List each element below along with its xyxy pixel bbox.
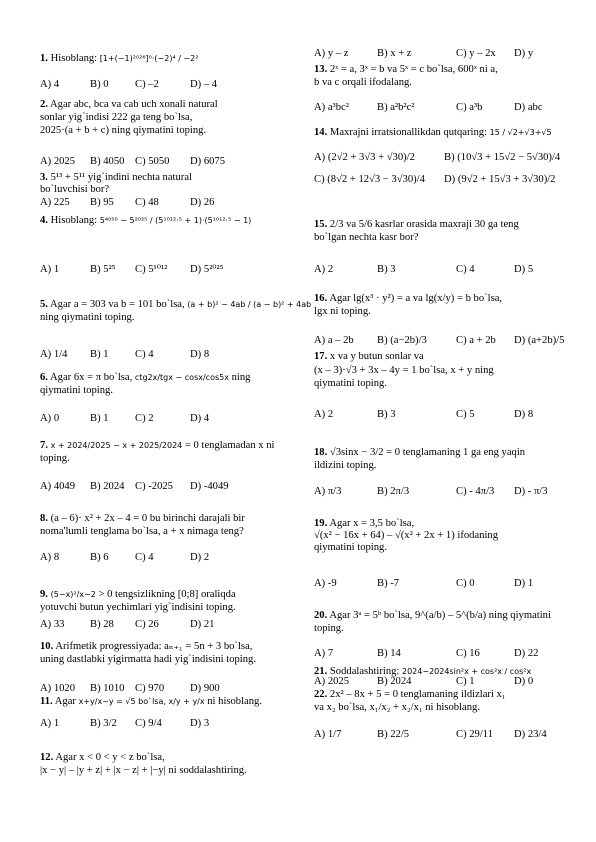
problem-text: = 0 tenglamadan x ni: [182, 440, 275, 451]
answer-option[interactable]: D) 2: [190, 552, 210, 563]
problem-number: 11.: [40, 696, 53, 707]
answer-option[interactable]: A) 2025: [40, 156, 76, 167]
problem-line: [40, 653, 256, 666]
answer-option[interactable]: D) abc: [514, 102, 543, 113]
problem-line: [314, 126, 552, 139]
problem-line: [40, 588, 236, 601]
formula: x + 2024/2025 − x + 2025/2024: [50, 441, 183, 450]
problem-number: 3.: [40, 172, 48, 183]
answer-option[interactable]: D) 23/4: [514, 729, 547, 740]
answer-option[interactable]: B) 4050: [90, 156, 125, 167]
answer-option[interactable]: C) 5¹⁰¹²: [135, 264, 168, 275]
answer-option[interactable]: D) 4: [190, 413, 210, 424]
answer-option[interactable]: B) 95: [90, 197, 114, 208]
problem-line: [314, 364, 494, 377]
answer-option[interactable]: D) -4049: [190, 481, 229, 492]
formula: 5⁴⁰⁵⁰ − 5²⁰²⁵ / (5¹⁰¹²·⁵ + 1)·(5¹⁰¹²·⁵ − 1): [99, 216, 252, 225]
problem-text: Maxrajni irratsionallikdan qutqaring:: [329, 127, 490, 138]
problem-text: Arifmetik progressiyada: aₙ₊₁ = 5n + 3 bo`lsa,: [55, 641, 253, 652]
problem-text: toping.: [40, 453, 70, 464]
problem-text: Agar 3ᵃ = 5ᵇ bo`lsa, 9^(a/b) – 5^(b/a) ning qiymatini: [329, 610, 551, 621]
answer-option[interactable]: B) 1: [90, 413, 109, 424]
problem-text: yotuvchi butun yechimlari yig`indisini toping.: [40, 602, 236, 613]
formula: (5−x)²/x−2: [50, 590, 96, 599]
problem-text: lgx ni toping.: [314, 306, 371, 317]
problem-line: [40, 640, 252, 653]
formula: x+y/x−y = √5 bo`lsa, x/y + y/x: [78, 697, 205, 706]
answer-option[interactable]: A) 1/4: [40, 349, 68, 360]
problem-text: sonlar yig`indisi 222 ga teng bo`lsa,: [40, 112, 193, 123]
answer-option[interactable]: C) - 4π/3: [456, 486, 495, 497]
answer-option[interactable]: A) (2√2 + 3√3 + √30)/2: [314, 152, 415, 163]
answer-option[interactable]: C) 4: [135, 552, 154, 563]
answer-option[interactable]: B) 1: [90, 349, 109, 360]
problem-text: ning qiymatini toping.: [40, 312, 135, 323]
problem-line: [40, 525, 244, 538]
answer-option[interactable]: A) 0: [40, 413, 60, 424]
problem-line: [40, 311, 134, 324]
answer-option[interactable]: C) (8√2 + 12√3 − 3√30)/4: [314, 174, 425, 185]
problem-line: [40, 601, 236, 614]
answer-option[interactable]: A) π/3: [314, 486, 342, 497]
answer-option[interactable]: A) 2: [314, 264, 334, 275]
answer-option[interactable]: A) -9: [314, 578, 337, 589]
answer-option[interactable]: C) 5: [456, 409, 475, 420]
problem-line: [314, 446, 525, 459]
problem-text: Agar a = 303 va b = 101 bo`lsa,: [50, 299, 188, 310]
problem-line: [40, 764, 247, 777]
answer-option[interactable]: D) (a+2b)/5: [514, 335, 565, 346]
problem-text: > 0 tengsizlikning [0;8] oraliqda: [95, 589, 236, 600]
answer-option[interactable]: C) a³b: [456, 102, 483, 113]
answer-option[interactable]: C) 9/4: [135, 718, 162, 729]
problem-line: [40, 98, 218, 111]
problem-text: Agar x = 3,5 bo`lsa,: [329, 518, 415, 529]
answer-option[interactable]: A) 225: [40, 197, 70, 208]
problem-line: [314, 541, 387, 554]
problem-text: uning dastlabki yigirmatta hadi yig`indisini toping.: [40, 654, 256, 665]
answer-option[interactable]: D) 22: [514, 648, 539, 659]
answer-option[interactable]: A) a³bc²: [314, 102, 349, 113]
problem-text: Agar 6x = π bo`lsa,: [50, 372, 135, 383]
problem-number: 6.: [40, 372, 48, 383]
problem-text: |x − y| – |y + z| + |x − z| + |−y| ni soddalashtiring.: [40, 765, 247, 776]
answer-option[interactable]: B) -7: [377, 578, 400, 589]
problem-line: [40, 452, 70, 465]
answer-option[interactable]: C) 0: [456, 578, 475, 589]
answer-option[interactable]: D) 900: [190, 683, 220, 694]
answer-option[interactable]: A) 2: [314, 409, 334, 420]
answer-option[interactable]: D) y: [514, 48, 534, 59]
problem-line: [40, 751, 165, 764]
answer-option[interactable]: B) 3/2: [90, 718, 117, 729]
problem-line: [314, 231, 418, 244]
answer-option[interactable]: D) 1: [514, 578, 534, 589]
answer-option[interactable]: B) 14: [377, 648, 401, 659]
problem-text: Soddalashtiring:: [329, 666, 402, 677]
answer-option[interactable]: A) 1: [40, 718, 60, 729]
answer-option[interactable]: C) 48: [135, 197, 159, 208]
problem-text: qiymatini toping.: [314, 542, 387, 553]
problem-text: (x – 3)·√3 + 3x – 4y = 1 bo`lsa, x + y ning: [314, 365, 494, 376]
answer-option[interactable]: B) 22/5: [377, 729, 410, 740]
formula: 15 / √2+√3+√5: [489, 128, 552, 137]
answer-option[interactable]: B) 3: [377, 409, 396, 420]
answer-option[interactable]: D) 5: [514, 264, 534, 275]
problem-text: ildizini toping.: [314, 460, 377, 471]
problem-text: bo`luvchisi bor?: [40, 184, 110, 195]
problem-text: 2/3 va 5/6 kasrlar orasida maxraji 30 ga teng: [329, 219, 519, 230]
answer-option[interactable]: C) 5050: [135, 156, 170, 167]
problem-number: 19.: [314, 518, 328, 529]
problem-text: b va c orqali ifodalang.: [314, 77, 412, 88]
problem-number: 5.: [40, 299, 48, 310]
problem-number: 15.: [314, 219, 328, 230]
answer-option[interactable]: B) x + z: [377, 48, 412, 59]
answer-option[interactable]: D) 0: [514, 676, 534, 687]
answer-option[interactable]: C) a + 2b: [456, 335, 496, 346]
problem-line: [40, 111, 192, 124]
problem-text: Agar x < 0 < y < z bo`lsa,: [55, 752, 165, 763]
problem-text: qiymatini toping.: [314, 378, 387, 389]
answer-option[interactable]: C) 16: [456, 648, 480, 659]
formula: ctg2x/tgx − cosx/cos5x: [134, 373, 229, 382]
problem-line: [314, 609, 551, 622]
formula: [1+(−1)²⁰²⁶]⁰·(−2)⁴ / −2²: [99, 54, 199, 63]
problem-number: 17.: [314, 351, 328, 362]
answer-option[interactable]: A) 7: [314, 648, 334, 659]
problem-text: x va y butun sonlar va: [329, 351, 424, 362]
problem-line: [40, 695, 262, 708]
answer-option[interactable]: D) 26: [190, 197, 215, 208]
answer-option[interactable]: C) 29/11: [456, 729, 493, 740]
problem-line: [314, 459, 376, 472]
answer-option[interactable]: D) (9√2 + 15√3 + 3√30)/2: [444, 174, 556, 185]
problem-number: 20.: [314, 610, 328, 621]
problem-text: 2025·(a + b + c) ning qiymatini toping.: [40, 125, 207, 136]
answer-option[interactable]: D) 6075: [190, 156, 226, 167]
problem-line: [314, 63, 498, 76]
problem-line: [314, 622, 344, 635]
answer-option[interactable]: A) a – 2b: [314, 335, 354, 346]
formula: 2024−2024sin²x + cos²x / cos²x: [402, 667, 532, 676]
problem-number: 12.: [40, 752, 54, 763]
answer-option[interactable]: A) 4049: [40, 481, 76, 492]
problem-number: 1.: [40, 53, 48, 64]
problem-line: [314, 218, 519, 231]
problem-text: 2ˣ = a, 3ˣ = b va 5ˣ = c bo`lsa, 600ˣ ni a,: [329, 64, 498, 75]
problem-text: (a – 6)· x² + 2x – 4 = 0 bu birinchi darajali bir: [50, 513, 245, 524]
answer-option[interactable]: C) 4: [456, 264, 475, 275]
answer-option[interactable]: D) 8: [190, 349, 210, 360]
problem-line: [40, 512, 245, 525]
answer-option[interactable]: B) 6: [90, 552, 109, 563]
answer-option[interactable]: B) 5²⁵: [90, 264, 116, 275]
answer-option[interactable]: A) 2025: [314, 676, 350, 687]
problem-line: [40, 183, 109, 196]
answer-option[interactable]: B) 2π/3: [377, 486, 410, 497]
answer-option[interactable]: D) – 4: [190, 79, 218, 90]
problem-line: [314, 701, 480, 714]
problem-line: [40, 298, 311, 311]
problem-number: 8.: [40, 513, 48, 524]
answer-option[interactable]: B) (10√3 + 15√2 − 5√30)/4: [444, 152, 561, 163]
answer-option[interactable]: C) 2: [135, 413, 154, 424]
problem-text: Agar lg(x³ · y²) = a va lg(x/y) = b bo`lsa,: [329, 293, 503, 304]
answer-option[interactable]: C) 1: [456, 676, 475, 687]
answer-option[interactable]: C) –2: [135, 79, 159, 90]
problem-number: 14.: [314, 127, 328, 138]
problem-number: 4.: [40, 215, 48, 226]
answer-option[interactable]: A) 4: [40, 79, 60, 90]
answer-option[interactable]: B) 2024: [377, 676, 412, 687]
answer-option[interactable]: B) 2024: [90, 481, 125, 492]
answer-option[interactable]: B) 28: [90, 619, 114, 630]
problem-text: Hisoblang:: [50, 53, 100, 64]
answer-option[interactable]: B) a²b²c²: [377, 102, 415, 113]
answer-option[interactable]: A) y – z: [314, 48, 349, 59]
answer-option[interactable]: B) 0: [90, 79, 109, 90]
problem-text: ning: [228, 372, 251, 383]
answer-option[interactable]: C) 970: [135, 683, 165, 694]
problem-text: 5¹³ + 5¹¹ yig`indini nechta natural: [50, 172, 192, 183]
problem-text: √3sinx − 3/2 = 0 tenglamaning 1 ga eng yaqin: [329, 447, 526, 458]
problem-line: [40, 124, 206, 137]
answer-option[interactable]: A) 8: [40, 552, 60, 563]
problem-text: 2x² – 8x + 5 = 0 tenglamaning ildizlari x₁: [329, 689, 506, 700]
problem-line: [314, 688, 506, 701]
problem-text: Agar abc, bca va cab uch xonali natural: [50, 99, 218, 110]
answer-option[interactable]: C) 26: [135, 619, 159, 630]
problem-text: Hisoblang:: [50, 215, 100, 226]
answer-option[interactable]: A) 1020: [40, 683, 76, 694]
answer-option[interactable]: C) y – 2x: [456, 48, 496, 59]
answer-option[interactable]: D) 3: [190, 718, 210, 729]
answer-option[interactable]: A) 33: [40, 619, 65, 630]
problem-text: Agar: [54, 696, 79, 707]
problem-number: 9.: [40, 589, 48, 600]
problem-text: toping.: [314, 623, 344, 634]
problem-line: [314, 377, 387, 390]
answer-option[interactable]: B) (a−2b)/3: [377, 335, 427, 346]
problem-number: 7.: [40, 440, 48, 451]
problem-number: 10.: [40, 641, 54, 652]
problem-line: [40, 384, 113, 397]
answer-option[interactable]: A) 1/7: [314, 729, 342, 740]
problem-number: 13.: [314, 64, 328, 75]
problem-line: [40, 214, 251, 227]
problem-line: [40, 439, 274, 452]
problem-line: [40, 371, 250, 384]
problem-line: [314, 305, 371, 318]
answer-option[interactable]: D) 8: [514, 409, 534, 420]
problem-line: [40, 52, 198, 65]
problem-number: 18.: [314, 447, 328, 458]
problem-text: noma'lumli tenglama bo`lsa, a + x nimaga teng?: [40, 526, 244, 537]
answer-option[interactable]: B) 1010: [90, 683, 125, 694]
answer-option[interactable]: D) 5²⁰²⁵: [190, 264, 224, 275]
problem-line: [314, 350, 424, 363]
problem-text: bo`lgan nechta kasr bor?: [314, 232, 419, 243]
problem-number: 2.: [40, 99, 48, 110]
answer-option[interactable]: A) 1: [40, 264, 60, 275]
problem-text: va x₂ bo`lsa, x₁/x₂ + x₂/x₁ ni hisoblang.: [314, 702, 480, 713]
formula: (a + b)² − 4ab / (a − b)² + 4ab: [187, 300, 312, 309]
problem-line: [314, 76, 412, 89]
answer-option[interactable]: C) -2025: [135, 481, 173, 492]
answer-option[interactable]: C) 4: [135, 349, 154, 360]
problem-number: 16.: [314, 293, 328, 304]
problem-number: 21.: [314, 666, 328, 677]
problem-number: 22.: [314, 689, 328, 700]
problem-text: qiymatini toping.: [40, 385, 113, 396]
problem-text: √(x² − 16x + 64) – √(x² + 2x + 1) ifodaning: [314, 530, 498, 541]
answer-option[interactable]: D) - π/3: [514, 486, 548, 497]
answer-option[interactable]: D) 21: [190, 619, 215, 630]
problem-text: ni hisoblang.: [204, 696, 262, 707]
answer-option[interactable]: B) 3: [377, 264, 396, 275]
problem-line: [314, 292, 502, 305]
